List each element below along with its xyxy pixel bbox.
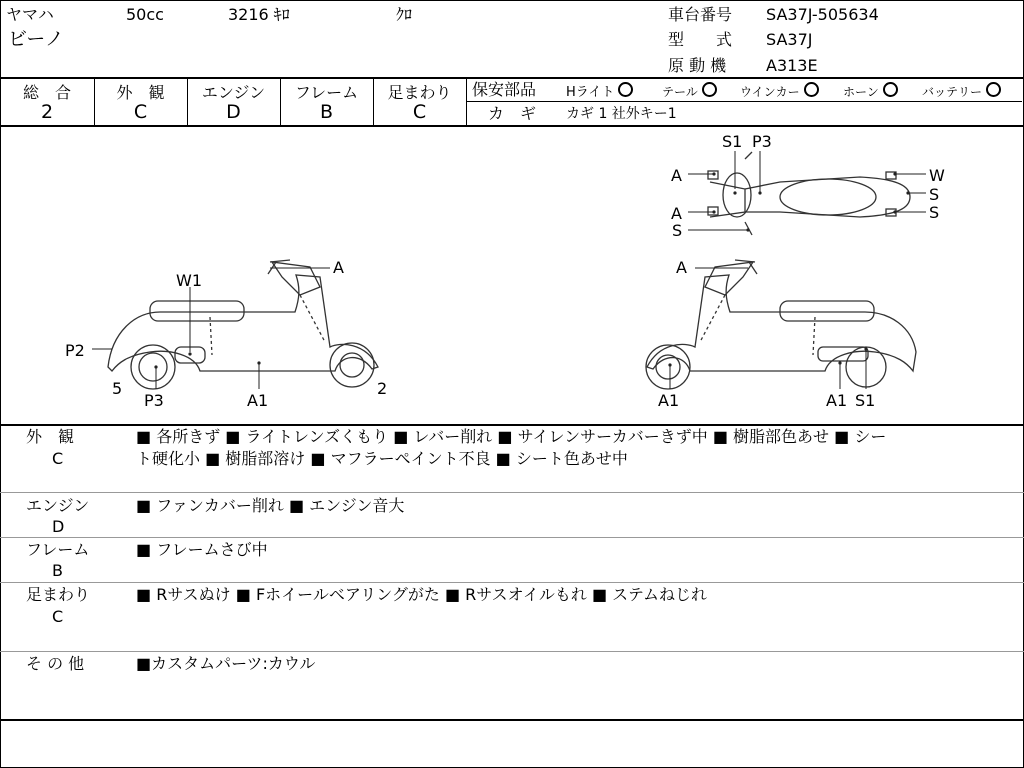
engine-code-label: 原 動 機 <box>668 56 727 75</box>
grade-suspension-value: C <box>412 101 427 123</box>
scooter-top-view-icon <box>708 152 910 235</box>
diagram-label: S1 <box>855 391 876 410</box>
scooter-left-side-icon <box>108 260 378 389</box>
divider <box>0 424 1024 426</box>
comment-category-engine: エンジン <box>26 496 90 515</box>
key-label: カ ギ <box>488 104 537 123</box>
diagram-label: S1 <box>722 132 743 151</box>
diagram-label: S <box>929 185 940 204</box>
comment-text-exterior-cont: ト硬化小 ■ 樹脂部溶け ■ マフラーペイント不良 ■ シート色あせ中 <box>136 449 628 468</box>
comment-grade-suspension: C <box>52 607 64 626</box>
displacement: 50cc <box>126 5 164 24</box>
model-code-label: 型 式 <box>668 30 733 49</box>
divider <box>0 719 1024 721</box>
divider <box>466 101 1022 102</box>
diagram-label: P2 <box>65 341 85 360</box>
grade-exterior-label: 外 観 <box>116 83 165 102</box>
mileage: 3216 ｷﾛ <box>228 5 290 24</box>
frame-no: SA37J-505634 <box>766 5 879 24</box>
grade-frame-label: フレーム <box>294 83 359 102</box>
diagram-label: A1 <box>658 391 680 410</box>
comment-text-other: ■カスタムパーツ:カウル <box>136 654 316 673</box>
scooter-right-side-icon <box>646 260 916 389</box>
divider <box>0 651 1024 652</box>
safety-item-horn <box>843 82 898 101</box>
grade-engine-label: エンジン <box>201 83 266 102</box>
grade-suspension-label: 足まわり <box>387 83 452 102</box>
grade-engine-value: D <box>226 101 241 123</box>
ok-circle-icon <box>804 82 819 97</box>
comment-category-other: そ の 他 <box>26 654 85 673</box>
diagram-label: P3 <box>752 132 772 151</box>
comment-text-engine: ■ ファンカバー削れ ■ エンジン音大 <box>136 496 405 515</box>
diagram-label: A <box>671 204 682 223</box>
safety-item-battery <box>922 82 1001 101</box>
comment-grade-frame: B <box>52 561 63 580</box>
safety-item-label: テール <box>662 85 698 99</box>
frame-no-label: 車台番号 <box>668 5 733 24</box>
safety-item-label: ウインカー <box>740 85 800 99</box>
comment-text-frame: ■ フレームさび中 <box>136 540 268 559</box>
diagram-label: A1 <box>247 391 269 410</box>
divider <box>466 78 467 125</box>
maker: ヤマハ <box>6 5 54 24</box>
diagram-label: S <box>929 203 940 222</box>
grade-total-value: 2 <box>40 101 54 123</box>
key-value: カギ 1 社外キー1 <box>566 106 677 122</box>
grade-total-label: 総 合 <box>22 83 71 102</box>
safety-item-label: バッテリー <box>922 85 983 99</box>
comment-category-exterior: 外 観 <box>26 427 75 446</box>
engine-code: A313E <box>766 56 818 75</box>
diagram-label: 5 <box>112 379 123 398</box>
divider <box>0 582 1024 583</box>
safety-item-tail <box>662 82 717 101</box>
safety-item-headlight <box>566 82 633 102</box>
diagram-label: S <box>672 221 683 240</box>
diagram-label: A <box>671 166 682 185</box>
diagram-label: A1 <box>826 391 848 410</box>
color: ｸﾛ <box>396 5 413 24</box>
diagram-label: W1 <box>176 271 202 290</box>
safety-label: 保安部品 <box>472 80 537 99</box>
diagram-label: 2 <box>377 379 388 398</box>
diagram-label: A <box>676 258 687 277</box>
divider <box>0 537 1024 538</box>
divider <box>0 77 1024 79</box>
safety-item-label: ホーン <box>843 85 879 99</box>
comment-text-exterior: ■ 各所きず ■ ライトレンズくもり ■ レバー削れ ■ サイレンサーカバーきず中 ■ 樹脂部色あせ ■ シー <box>136 427 887 446</box>
scooter-damage-diagram <box>0 127 1024 423</box>
ok-circle-icon <box>618 82 633 97</box>
model-name: ビーノ <box>8 28 64 50</box>
diagram-label: A <box>333 258 344 277</box>
model-code: SA37J <box>766 30 813 49</box>
comment-category-suspension: 足まわり <box>26 585 91 604</box>
diagram-label: P3 <box>144 391 164 410</box>
grade-frame-value: B <box>319 101 334 123</box>
safety-item-winker <box>740 82 819 101</box>
comment-category-frame: フレーム <box>26 540 90 559</box>
divider <box>0 492 1024 493</box>
ok-circle-icon <box>986 82 1001 97</box>
safety-item-label: Hライト <box>566 85 615 100</box>
comment-grade-engine: D <box>52 517 65 536</box>
ok-circle-icon <box>702 82 717 97</box>
grade-exterior-value: C <box>133 101 148 123</box>
ok-circle-icon <box>883 82 898 97</box>
diagram-label: W <box>929 166 945 185</box>
comment-text-suspension: ■ Rサスぬけ ■ Fホイールベアリングがた ■ Rサスオイルもれ ■ ステムねじれ <box>136 585 708 604</box>
comment-grade-exterior: C <box>52 449 64 468</box>
